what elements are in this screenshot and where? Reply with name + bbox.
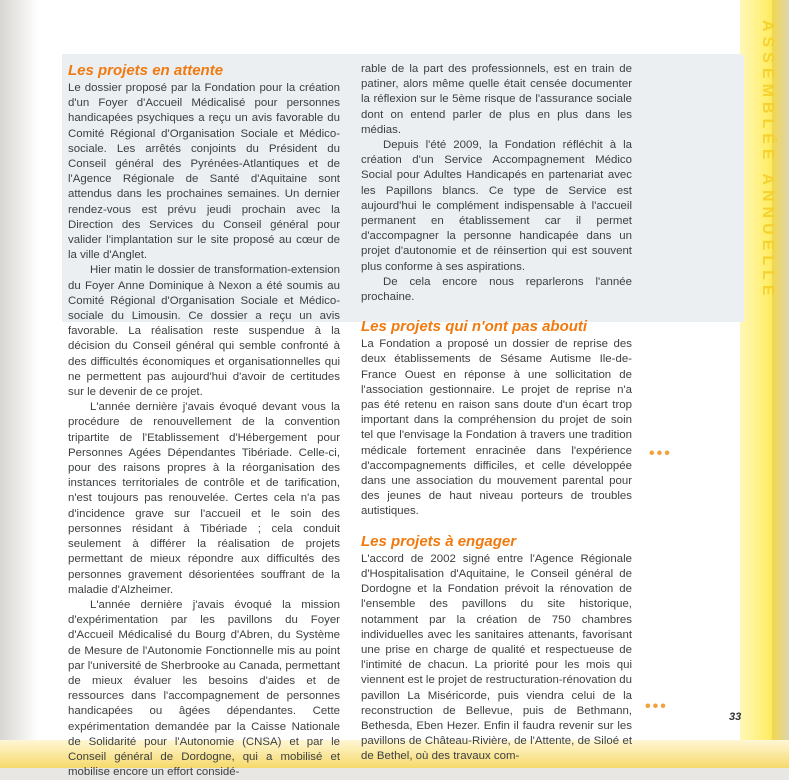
section-heading-pending-projects: Les projets en attente bbox=[68, 62, 224, 79]
paragraph: rable de la part des professionnels, est en train de patiner, alors même quelle était censée documenter la réflexion sur le 5ème risque de l'assurance sociale dont on entend parler de plus en plus dans les médias. bbox=[361, 63, 632, 136]
section-heading-unsuccessful-projects: Les projets qui n'ont pas abouti bbox=[361, 318, 588, 336]
page-number: 33 bbox=[729, 711, 742, 723]
paragraph: L'année dernière j'avais évoqué devant vous la procédure de renouvellement de la convention tripartite de l'Etablissement d'Hébergement pour Personnes Agées Dépendantes Tibériade. Celle-ci, pour des raisons propres à la réorganisation des instances territoriales de contrôle et de tarification, n'est toujours pas renouvelée. Certes cela n'a pas d'incidence grave sur l'accueil et le soin des personnes résidant à Tibériade ; cela conduit seulement à différer la réalisation de projets permettant de mieux répondre aux difficultés des personnes gravement désorientées souffrant de la maladie d'Alzheimer. bbox=[68, 401, 340, 596]
paragraph: L'année dernière j'avais évoqué la mission d'expérimentation par les pavillons du Foyer d'Accueil Médicalisé du Bourg d'Abren, du Système de Mesure de l'Autonomie Fonctionnelle mis au point par l'université de Sherbrooke au Canada, permettant de mieux évaluer les besoins d'aides et de ressources dans l'accompagnement de personnes handicapées ou âgées dépendantes. Cette expérimentation demandée par la Caisse Nationale de Solidarité pour l'Autonomie (CNSA) et par le Conseil général de Dordogne, qui a mobilisé et mobilise encore un effort considé- bbox=[68, 598, 340, 779]
sidebar-vertical-title: ASSEMBLÉE ANNUELLE bbox=[759, 20, 776, 301]
decorative-dots: ••• bbox=[649, 445, 672, 462]
paragraph: Depuis l'été 2009, la Fondation réfléchit à la création d'un Service Accompagnement Médico Social pour Adultes Handicapés en partenariat avec les Papillons blancs. Ce type de Service est aujourd'hui le complément indispensable à l'accueil permanent en établissement car il permet d'accompagner la personne handicapée dans un projet d'autonomie et de réinsertion qui est souvent plus conforme à ses aspirations. bbox=[361, 139, 632, 273]
paragraph: Le dossier proposé par la Fondation pour la création d'un Foyer d'Accueil Médicalisé pour personnes handicapées psychiques a reçu un avis favorable du Comité Régional d'Organisation Sociale et Médico-sociale. Les arrêtés conjoints du Président du Conseil général des Pyrénées-Atlantiques et de l'Agence Régionale de Santé d'Aquitaine sont attendus dans les prochaines semaines. Un dernier rendez-vous est prévu jeudi prochain avec la Direction des Services du Conseil général pour valider l'implantation sur le site proposé au cœur de la ville d'Anglet. bbox=[68, 82, 340, 262]
paragraph: L'accord de 2002 signé entre l'Agence Régionale d'Hospitalisation d'Aquitaine, le Conseil général de Dordogne et la Fondation prévoit la rénovation de l'ensemble des pavillons du site historique, notamment par la création de 750 chambres individuelles avec les sanitaires attenants, favorisant une prise en charge de qualité et respectueuse de l'intimité de chacun. La priorité pour les mois qui viennent est le projet de restructuration-rénovation du pavillon La Miséricorde, puis viendra celui de la reconstruction de Bellevue, puis de Bethmann, Bethesda, Eben Hezer. Enfin il faudra revenir sur les pavillons de Château-Rivière, de l'Attente, de Siloé et de Bethel, où des travaux com- bbox=[361, 552, 632, 763]
decorative-dots: ••• bbox=[645, 698, 668, 715]
left-column bbox=[68, 62, 340, 780]
right-column bbox=[361, 62, 632, 765]
section-heading-upcoming-projects: Les projets à engager bbox=[361, 532, 517, 550]
paragraph: Hier matin le dossier de transformation-extension du Foyer Anne Dominique à Nexon a été soumis au Comité Régional d'Organisation Sociale et Médico-sociale du Limousin. Ce dossier a reçu un avis favorable. La réalisation reste suspendue à la décision du Conseil général qui semble confronté à des difficultés économiques et organisationnelles qui ne permettent pas aujourd'hui d'avoir de certitudes sur le devenir de ce projet. bbox=[68, 264, 340, 399]
paragraph: La Fondation a proposé un dossier de reprise des deux établissements de Sésame Autisme Ile-de-France Ouest en réponse à une sollicitation de l'association gestionnaire. Le projet de reprise n'a pas été retenu en raison sans doute d'un écart trop important dans la compréhension du projet de soin tel que l'envisage la Fondation à travers une tradition médicale fortement enracinée dans l'expérience d'accompagnements difficiles, et celle développée dans une association du mouvement parental pour des jeunes de haut niveau porteurs de troubles autistiques. bbox=[361, 338, 632, 518]
binding-gutter bbox=[0, 0, 38, 768]
paragraph: De cela encore nous reparlerons l'année prochaine. bbox=[361, 275, 632, 304]
